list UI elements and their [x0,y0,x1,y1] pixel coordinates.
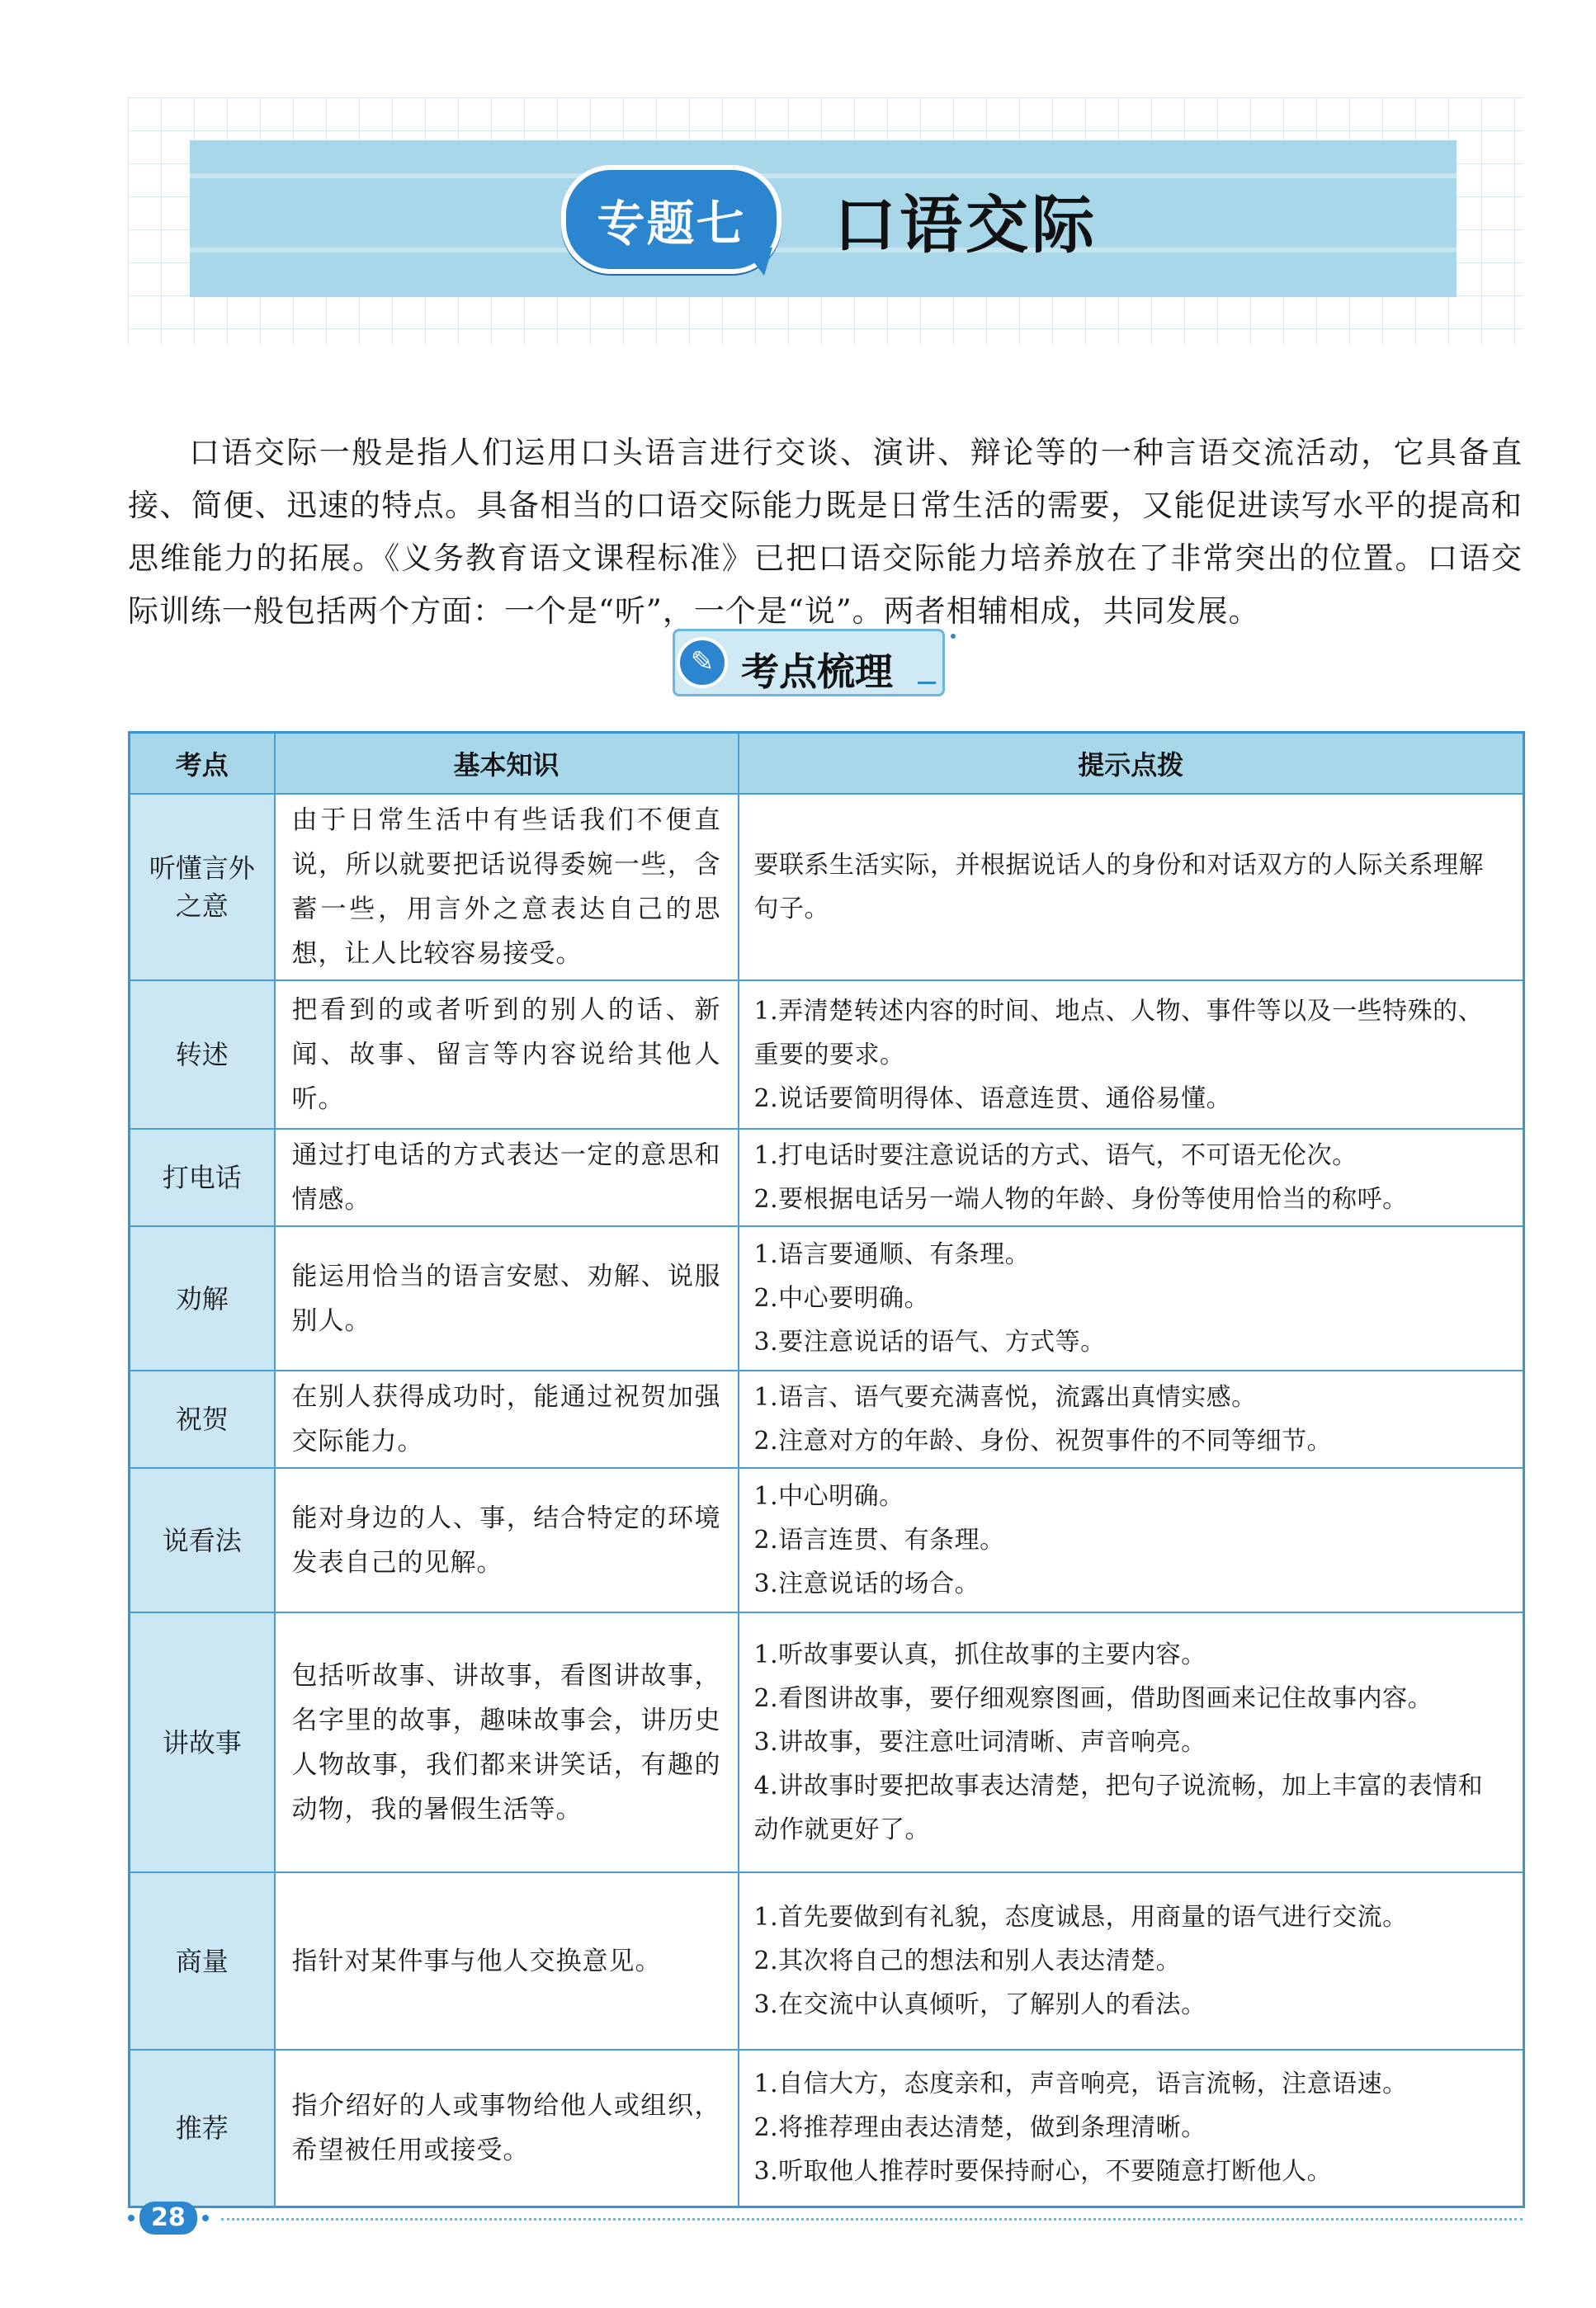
row-tips [739,1872,1524,2050]
speech-bubble-tail-icon [743,248,772,276]
row-tips [739,1371,1524,1468]
table-row [130,1612,1524,1872]
row-knowledge: 把看到的或者听到的别人的话、新闻、故事、留言等内容说给其他人听。 [275,980,739,1129]
decor-dash [918,682,936,684]
table-row [130,1872,1524,2050]
tip-line: 2.将推荐理由表达清楚，做到条理清晰。 [753,2113,1206,2143]
tip-line: 1.打电话时要注意说话的方式、语气，不可语无伦次。 [753,1141,1358,1170]
row-topic-text: 听懂言外之意 [149,852,255,922]
tip-line: 1.语言要通顺、有条理。 [753,1240,1031,1269]
row-tips [739,1226,1524,1371]
table-header-row [130,733,1524,795]
decor-dot [202,2215,209,2221]
tip-line: 3.在交流中认真倾听，了解别人的看法。 [753,1990,1206,2019]
tip-line: 2.其次将自己的想法和别人表达清楚。 [753,1947,1182,1975]
table-row [130,1226,1524,1371]
table-row [130,2050,1524,2207]
table-row [130,1129,1524,1226]
decor-dot [951,634,956,639]
title-banner [190,140,1457,297]
row-topic: 劝解 [130,1226,275,1371]
banner-stripe [190,173,1457,178]
tip-line: 3.讲故事，要注意吐词清晰、声音响亮。 [753,1728,1206,1757]
row-knowledge: 通过打电话的方式表达一定的意思和情感。 [275,1129,739,1226]
row-tips [739,1129,1524,1226]
tip-line: 1.中心明确。 [753,1482,904,1511]
row-tips [739,1612,1524,1872]
row-topic: 转述 [130,980,275,1129]
row-tips [739,1468,1524,1612]
page-title: 口语交际 [833,188,1098,262]
tip-line: 1.语言、语气要充满喜悦，流露出真情实感。 [753,1383,1257,1412]
tip-line: 1.首先要做到有礼貌，态度诚恳，用商量的语气进行交流。 [753,1903,1408,1932]
row-tips [739,794,1524,980]
pencil-note-icon: ✎ [677,637,728,688]
row-topic: 商量 [130,1872,275,2050]
tip-line: 要联系生活实际，并根据说话人的身份和对话双方的人际关系理解句子。 [753,851,1484,923]
page-number-badge [128,2202,209,2235]
table-row [130,1468,1524,1612]
tip-line: 2.中心要明确。 [753,1284,930,1313]
tip-line: 1.听故事要认真，抓住故事的主要内容。 [753,1640,1206,1669]
tip-line: 3.听取他人推荐时要保持耐心，不要随意打断他人。 [753,2157,1333,2187]
row-tips [739,2050,1524,2207]
decor-dot [128,2215,135,2221]
tip-line: 2.看图讲故事，要仔细观察图画，借助图画来记住故事内容。 [753,1684,1433,1713]
key-points-table [128,731,1525,2208]
tip-line: 1.弄清楚转述内容的时间、地点、人物、事件等以及一些特殊的、重要的要求。 [753,996,1484,1069]
row-knowledge: 由于日常生活中有些话我们不便直说，所以就要把话说得委婉一些，含蓄一些，用言外之意表达自己的思想，让人比较容易接受。 [275,794,739,980]
page-number: 28 [139,2202,197,2235]
table-row [130,1371,1524,1468]
tip-line: 3.要注意说话的语气、方式等。 [753,1328,1106,1357]
row-topic: 打电话 [130,1129,275,1226]
section-heading: 考点梳理 [741,649,893,694]
table-row [130,980,1524,1129]
row-knowledge: 指介绍好的人或事物给他人或组织，希望被任用或接受。 [275,2050,739,2207]
header-tips: 提示点拨 [739,733,1524,795]
row-topic: 讲故事 [130,1612,275,1872]
table-row [130,794,1524,980]
banner-stripe [190,248,1457,253]
tip-line: 2.要根据电话另一端人物的年龄、身份等使用恰当的称呼。 [753,1185,1408,1214]
header-topic: 考点 [130,733,275,795]
tip-line: 4.讲故事时要把故事表达清楚，把句子说流畅，加上丰富的表情和动作就更好了。 [753,1772,1484,1844]
row-topic: 祝贺 [130,1371,275,1468]
topic-number-badge: 专题七 [561,165,781,274]
row-knowledge: 包括听故事、讲故事，看图讲故事，名字里的故事，趣味故事会，讲历史人物故事，我们都来讲笑话，有趣的动物，我的暑假生活等。 [275,1612,739,1872]
row-knowledge: 指针对某件事与他人交换意见。 [275,1872,739,2050]
tip-line: 2.说话要简明得体、语意连贯、通俗易懂。 [753,1083,1232,1113]
intro-paragraph: 口语交际一般是指人们运用口头语言进行交谈、演讲、辩论等的一种言语交流活动，它具备直接、简便、迅速的特点。具备相当的口语交际能力既是日常生活的需要，又能促进读写水平的提高和思维能力的拓展。《义务教育语文课程标准》已把口语交际能力培养放在了非常突出的位置。口语交际训练一般包括两个方面：一个是“听”，一个是“说”。两者相辅相成，共同发展。 [128,435,1523,629]
tip-line: 3.注意说话的场合。 [753,1569,980,1598]
header-knowledge: 基本知识 [275,733,739,795]
row-knowledge: 能对身边的人、事，结合特定的环境发表自己的见解。 [275,1468,739,1612]
row-topic [130,794,275,980]
row-tips [739,980,1524,1129]
row-topic: 推荐 [130,2050,275,2207]
footer-divider [221,2218,1523,2221]
tip-line: 1.自信大方，态度亲和，声音响亮，语言流畅，注意语速。 [753,2070,1408,2099]
row-knowledge: 能运用恰当的语言安慰、劝解、说服别人。 [275,1226,739,1371]
row-knowledge: 在别人获得成功时，能通过祝贺加强交际能力。 [275,1371,739,1468]
tip-line: 2.注意对方的年龄、身份、祝贺事件的不同等细节。 [753,1427,1333,1456]
tip-line: 2.语言连贯、有条理。 [753,1526,1005,1555]
row-topic: 说看法 [130,1468,275,1612]
